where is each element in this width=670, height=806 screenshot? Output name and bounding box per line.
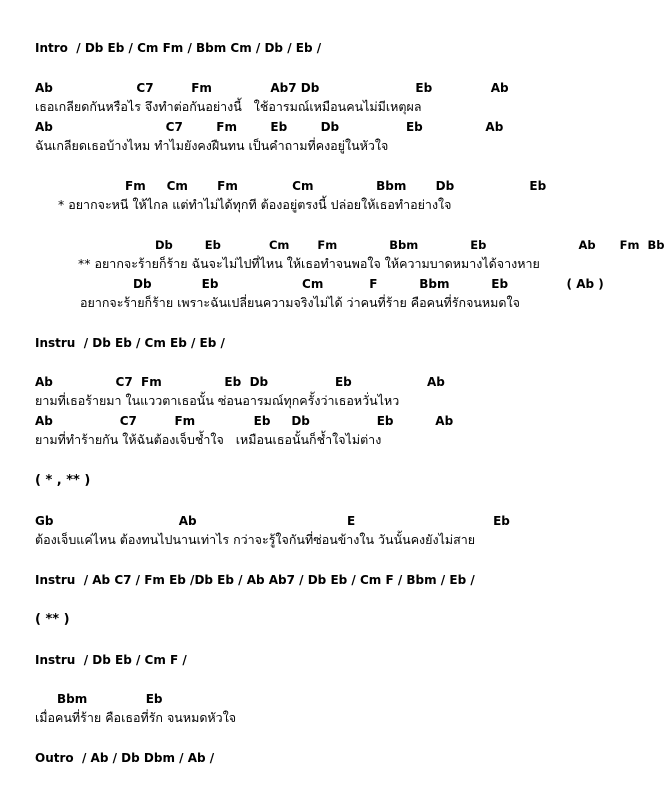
lyric-line: อยากจะร้ายก็ร้าย เพราะฉันเปลี่ยนความจริงไม่ได้ ว่าคนที่ร้าย คือคนที่รักจนหมดใจ <box>80 295 520 310</box>
bridge-lyric: ต้องเจ็บแค่ไหน ต้องทนไปนานเท่าไร กว่าจะรู้ใจกันที่ซ่อนข้างใน วันนั้นคงยังไม่สาย <box>35 532 476 547</box>
lyric-line: ยามที่ทำร้ายกัน ให้ฉันต้องเจ็บช้ำใจ เหมือนเธอนั้นก็ช้ำใจไม่ต่าง <box>35 432 382 447</box>
chord-line: Fm Cm Fm Cm Bbm Db Eb <box>125 179 547 193</box>
outro-line: Outro / Ab / Db Dbm / Ab / <box>35 751 215 765</box>
instru-line: Instru / Db Eb / Cm F / <box>35 653 187 667</box>
intro-line: Intro / Db Eb / Cm Fm / Bbm Cm / Db / Eb / <box>35 41 322 55</box>
ending-lyric: เมื่อคนที่ร้าย คือเธอที่รัก จนหมดหัวใจ <box>35 710 237 725</box>
chord-line: Ab C7 Fm Ab7 Db Eb Ab <box>35 81 509 95</box>
lyric-line: เธอเกลียดกันหรือไร จึงทำต่อกันอย่างนี้ ใช้อารมณ์เหมือนคนไม่มีเหตุผล <box>35 99 422 114</box>
chord-line: Ab C7 Fm Eb Db Eb Ab <box>35 414 454 428</box>
instru-line: Instru / Db Eb / Cm Eb / Eb / <box>35 336 225 350</box>
chord-line: Ab C7 Fm Eb Db Eb Ab <box>35 120 504 134</box>
repeat-marker: ( ** ) <box>35 612 70 627</box>
lyric-line: ยามที่เธอร้ายมา ในแววตาเธอนั้น ซ่อนอารมณ์ทุกครั้งว่าเธอหวั่นไหว <box>35 393 400 408</box>
chord-line: Db Eb Cm Fm Bbm Eb Ab Fm Bb <box>155 238 665 252</box>
instru-line: Instru / Ab C7 / Fm Eb /Db Eb / Ab Ab7 / Db Eb / Cm F / Bbm / Eb / <box>35 573 475 587</box>
repeat-marker: ( * , ** ) <box>35 473 91 488</box>
lyric-line: ฉันเกลียดเธอบ้างไหม ทำไมยังคงฝืนทน เป็นคำถามที่คงอยู่ในหัวใจ <box>35 138 389 153</box>
chord-line: Ab C7 Fm Eb Db Eb Ab <box>35 375 445 389</box>
chord-line: Db Eb Cm F Bbm Eb ( Ab ) <box>133 277 604 291</box>
chord-line: Bbm Eb <box>57 692 163 706</box>
chord-line: Gb Ab E Eb <box>35 514 510 528</box>
chorus-1-lyric: * อยากจะหนี ให้ไกล แต่ทำไม่ได้ทุกที ต้องอยู่ตรงนี้ ปล่อยให้เธอทำอย่างใจ <box>58 197 452 212</box>
chorus-2-lyric: ** อยากจะร้ายก็ร้าย ฉันจะไม่ไปที่ไหน ให้เธอทำจนพอใจ ให้ความบาดหมางได้จางหาย <box>78 256 540 271</box>
